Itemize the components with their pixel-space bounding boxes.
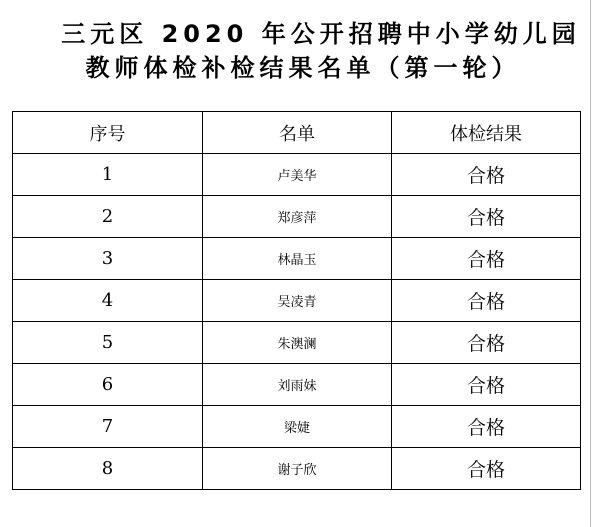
serial-number-cell: 2 [13,196,203,238]
serial-number-cell: 1 [13,154,203,196]
name-cell: 郑彦萍 [203,196,392,238]
header-serial-number: 序号 [13,112,203,154]
name-cell: 吴凌青 [203,280,392,322]
header-name-list: 名单 [203,112,392,154]
name-cell: 梁婕 [203,406,392,448]
result-cell: 合格 [392,238,581,280]
serial-number-cell: 6 [13,364,203,406]
document-title-line-1: 三元区 2020 年公开招聘中小学幼儿园 [61,20,581,48]
table-header-row [13,112,581,154]
result-cell: 合格 [392,196,581,238]
result-cell: 合格 [392,406,581,448]
table-row [13,154,581,196]
header-exam-result: 体检结果 [392,112,581,154]
table-row [13,448,581,490]
name-cell: 朱澳澜 [203,322,392,364]
result-cell: 合格 [392,448,581,490]
name-cell: 谢子欣 [203,448,392,490]
table-row [13,196,581,238]
serial-number-cell: 5 [13,322,203,364]
document-title-line-2: 教师体检补检结果名单（第一轮） [85,54,521,82]
result-cell: 合格 [392,364,581,406]
serial-number-cell: 3 [13,238,203,280]
name-cell: 刘雨妹 [203,364,392,406]
table-row [13,280,581,322]
result-cell: 合格 [392,322,581,364]
results-table [12,111,581,490]
table-row [13,364,581,406]
table-row [13,238,581,280]
serial-number-cell: 7 [13,406,203,448]
name-cell: 林晶玉 [203,238,392,280]
serial-number-cell: 8 [13,448,203,490]
table-row [13,322,581,364]
result-cell: 合格 [392,280,581,322]
result-cell: 合格 [392,154,581,196]
serial-number-cell: 4 [13,280,203,322]
name-cell: 卢美华 [203,154,392,196]
page-edge-divider [590,0,591,527]
table-row [13,406,581,448]
